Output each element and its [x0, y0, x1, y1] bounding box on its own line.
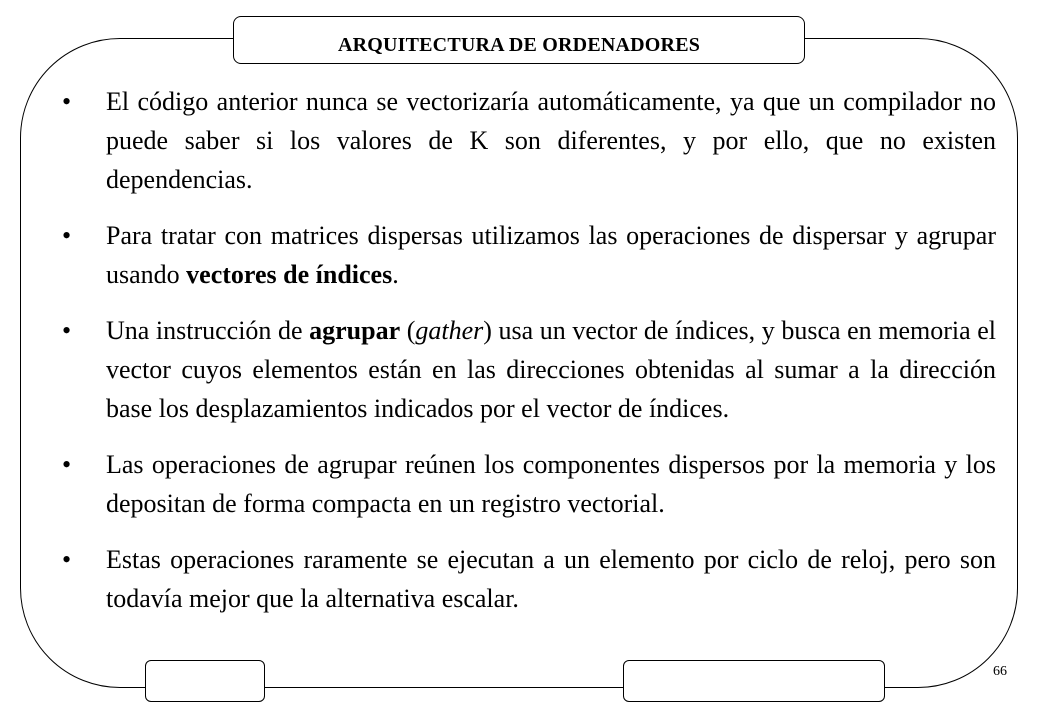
bullet-list — [62, 82, 996, 635]
text-run: Las operaciones de agrupar reúnen los componentes dispersos por la memoria y los depositan de forma compacta en un registro vectorial. — [106, 450, 996, 518]
bullet-text — [106, 82, 996, 199]
bullet-icon: • — [62, 450, 72, 479]
bullet-icon: • — [62, 87, 72, 116]
bullet-text — [106, 216, 996, 294]
italic-term: gather — [415, 316, 484, 345]
text-run: Para tratar con matrices dispersas utilizamos las operaciones de dispersar y agrupar usando — [106, 221, 996, 289]
bullet-item-2 — [62, 216, 996, 294]
bullet-item-3 — [62, 311, 996, 428]
page-number: 66 — [993, 664, 1007, 679]
bullet-text — [106, 540, 996, 618]
bullet-icon: • — [62, 545, 72, 574]
bullet-item-1 — [62, 82, 996, 199]
bold-term: vectores de índices — [186, 260, 393, 289]
bullet-icon: • — [62, 316, 72, 345]
text-run: El código anterior nunca se vectorizaría automáticamente, ya que un compilador no puede saber si los valores de K son diferentes, y por ello, que no existen dependencias. — [106, 87, 996, 194]
bullet-icon: • — [62, 221, 72, 250]
footer-box-left — [145, 660, 265, 702]
text-run: ) usa un vector de índices, y busca en memoria el vector cuyos elementos están en las direcciones obtenidas al sumar a la dirección base los desplazamientos indicados por el vector de índices. — [106, 316, 996, 423]
page-title: ARQUITECTURA DE ORDENADORES — [337, 34, 701, 56]
bold-term: agrupar — [309, 316, 401, 345]
bullet-item-4 — [62, 445, 996, 523]
text-run: . — [392, 260, 399, 289]
bullet-item-5 — [62, 540, 996, 618]
text-run: Estas operaciones raramente se ejecutan a un elemento por ciclo de reloj, pero son todavía mejor que la alternativa escalar. — [106, 545, 996, 613]
header-title-box — [233, 16, 805, 64]
bullet-text — [106, 445, 996, 523]
text-run: ( — [400, 316, 416, 345]
footer-box-right — [623, 660, 885, 702]
text-run: Una instrucción de — [106, 316, 310, 345]
bullet-text — [106, 311, 996, 428]
